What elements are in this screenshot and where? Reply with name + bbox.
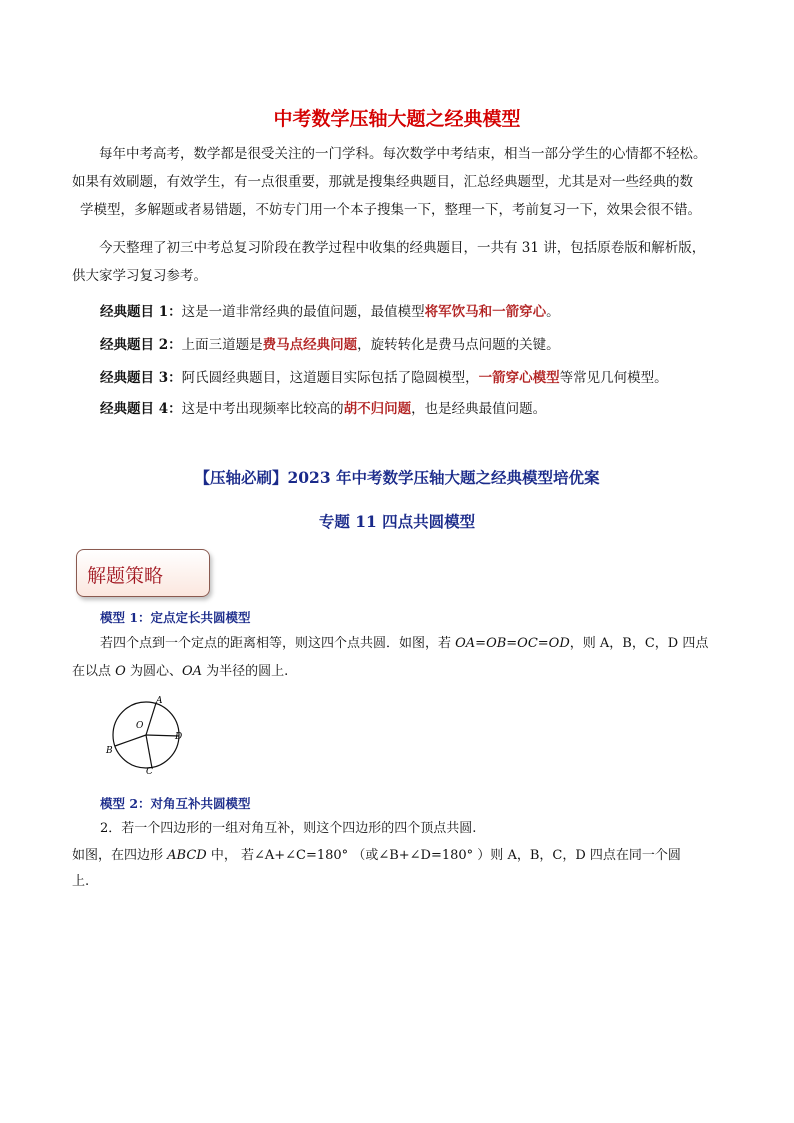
- model-1-heading: 模型 1：定点定长共圆模型: [100, 610, 251, 625]
- radius-oa: [146, 703, 156, 735]
- item-label: 经典题目 4：: [100, 401, 182, 417]
- model-2-line-1: 2．若一个四边形的一组对角互补，则这个四边形的四个顶点共圆.: [100, 821, 477, 836]
- highlight-text: 费马点经典问题: [262, 337, 358, 353]
- intro-line: 今天整理了初三中考总复习阶段在教学过程中收集的经典题目，一共有 31 讲，包括原卷版和解析版，: [99, 240, 706, 256]
- label-b: B: [106, 746, 113, 756]
- page-title: 中考数学压轴大题之经典模型: [273, 108, 521, 130]
- classic-item-1: 经典题目 1：这是一道非常经典的最值问题，最值模型将军饮马和一箭穿心。: [100, 304, 560, 320]
- highlight-text: 一箭穿心模型: [478, 370, 560, 386]
- label-c: C: [146, 767, 153, 777]
- label-a: A: [156, 696, 163, 706]
- item-label: 经典题目 3：: [100, 370, 182, 386]
- model-2-line-2: 如图，在四边形 ABCD 中， 若∠A+∠C=180° （或∠B+∠D=180° ）则 A，B，C，D 四点在同一个圆: [72, 848, 681, 863]
- strategy-box: [76, 549, 210, 597]
- label-d: D: [175, 732, 183, 742]
- topic-title: 专题 11 四点共圆模型: [318, 512, 476, 531]
- classic-item-4: 经典题目 4：这是中考出现频率比较高的胡不归问题，也是经典最值问题。: [100, 401, 547, 417]
- model-2-heading: 模型 2：对角互补共圆模型: [100, 796, 251, 811]
- radius-oc: [146, 735, 152, 768]
- model-2-line-3: 上.: [72, 874, 90, 889]
- radius-ob: [115, 735, 146, 746]
- highlight-text: 将军饮马和一箭穿心: [424, 304, 547, 320]
- highlight-text: 胡不归问题: [343, 401, 412, 417]
- item-label: 经典题目 2：: [100, 337, 182, 353]
- intro-line: 供大家学习复习参考。: [72, 268, 207, 284]
- circle-figure: [100, 692, 200, 782]
- model-1-line-2: 在以点 O 为圆心、OA 为半径的圆上.: [72, 664, 289, 679]
- intro-line: 每年中考高考，数学都是很受关注的一门学科。每次数学中考结束，相当一部分学生的心情都不轻松。: [99, 146, 707, 162]
- classic-item-3: 经典题目 3：阿氏圆经典题目，这道题目实际包括了隐圆模型，一箭穿心模型等常见几何模型。: [100, 370, 668, 386]
- classic-item-2: 经典题目 2：上面三道题是费马点经典问题，旋转转化是费马点问题的关键。: [100, 337, 560, 353]
- strategy-label: 解题策略: [87, 565, 164, 587]
- label-o: O: [136, 721, 144, 731]
- intro-paragraph-1: [72, 140, 732, 224]
- course-title: 【压轴必刷】2023 年中考数学压轴大题之经典模型培优案: [194, 468, 600, 487]
- intro-paragraph-2: [72, 234, 732, 290]
- intro-line: 如果有效刷题，有效学生，有一点很重要，那就是搜集经典题目，汇总经典题型，尤其是对一些经典的数: [72, 174, 693, 190]
- intro-line: 学模型，多解题或者易错题，不妨专门用一个本子搜集一下，整理一下，考前复习一下，效果会很不错。: [80, 202, 701, 218]
- item-label: 经典题目 1：: [100, 304, 182, 320]
- model-1-line-1: 若四个点到一个定点的距离相等，则这四个点共圆．如图，若 OA=OB=OC=OD，则 A，B，C，D 四点: [100, 636, 709, 651]
